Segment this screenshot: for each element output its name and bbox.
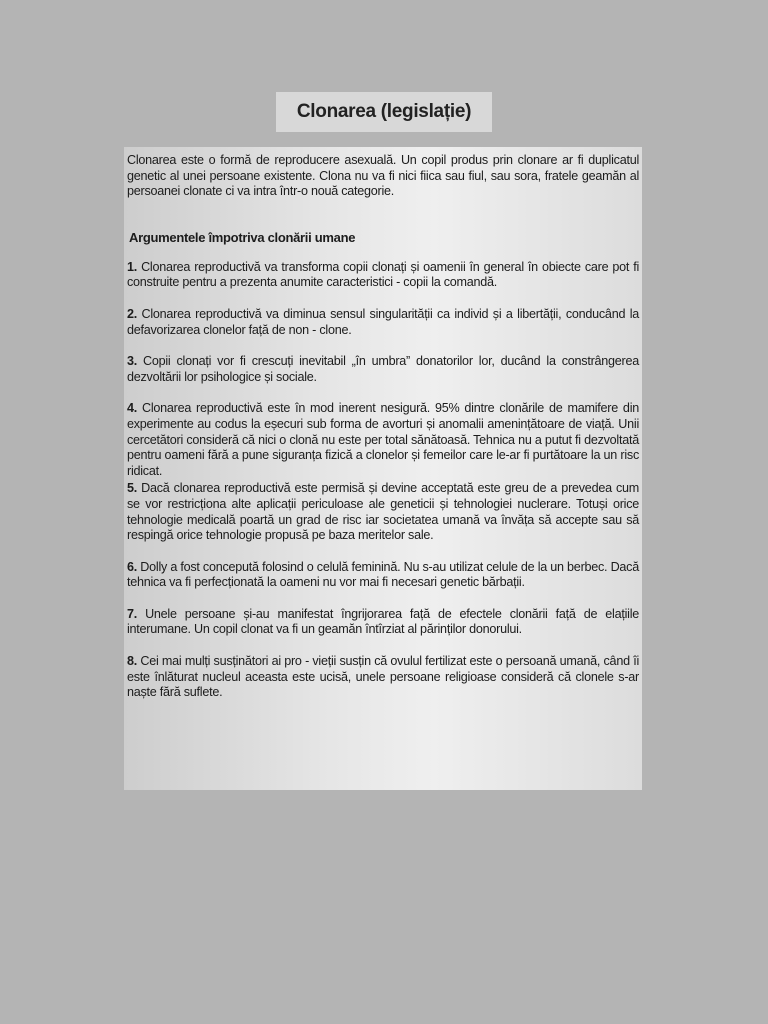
document-page — [124, 147, 642, 790]
argument-number: 2. — [127, 306, 138, 321]
argument-number: 8. — [127, 654, 138, 669]
document-title: Clonarea (legislație) — [296, 101, 472, 122]
argument-text: Clonarea reproductivă va transforma copii clonați și oamenii în general în obiecte care pot fi construite pentru a prezenta anumite caracteristici - copii la comandă. — [127, 259, 639, 290]
argument-text: Clonarea reproductivă va diminua sensul singularității ca individ și a libertății, conducând la defavorizarea clonelor față de non - clone. — [127, 306, 640, 337]
argument-number: 3. — [127, 354, 138, 369]
argument-number: 5. — [127, 481, 138, 496]
intro-paragraph: Clonarea este o formă de reproducere asexuală. Un copil produs prin clonare ar fi duplicatul genetic al unei persoane existente. Clona nu va fi nici fiica sau fiul, sau sora, fratele geamăn al persoanei clonate ci va intra într-o nouă categorie. — [127, 153, 639, 199]
argument-item — [127, 401, 639, 479]
argument-text: Unele persoane și-au manifestat îngrijorarea față de efectele clonării față de elațiile interumane. Un copil clonat va fi un geamăn întîrziat al părinților donorului. — [127, 606, 639, 637]
argument-text: Copii clonați vor fi crescuți inevitabil „în umbra” donatorilor lor, ducând la constrângerea dezvoltării lor psihologice și sociale. — [127, 354, 639, 384]
title-box — [276, 92, 492, 132]
argument-number: 6. — [127, 559, 138, 574]
argument-item — [127, 260, 639, 291]
argument-text: Dacă clonarea reproductivă este permisă și devine acceptată este greu de a prevedea cum se vor restricționa alte aplicații periculoase ale geneticii și tehnologiei nuclerare. Totuși orice tehnologie medicală poartă un grad de risc iar societatea umană va învăța să accepte sau să respingă orice tehnologie propusă pe baza meritelor sale. — [127, 481, 639, 543]
argument-item — [127, 354, 639, 385]
argument-item — [127, 560, 639, 591]
argument-number: 1. — [127, 259, 138, 274]
argument-item — [127, 307, 639, 338]
argument-item — [127, 654, 639, 701]
argument-text: Clonarea reproductivă este în mod inerent nesigură. 95% dintre clonările de mamifere din experimente au codus la eșecuri sub forma de avorturi și anomalii amenințătoare de viață. Unii cercetători consideră că nici o clonă nu este per total sănătoasă. Tehnica nu a putut fi dezvoltată pentru oameni fără a pune siguranța fizică a clonelor și femeilor care le-ar fi purtătoare la un risc ridicat. — [127, 401, 639, 478]
section-title: Argumentele împotriva clonării umane — [129, 229, 356, 245]
argument-text: Cei mai mulți susținători ai pro - vieții susțin că ovulul fertilizat este o persoană umană, când îi este înlăturat nucleul aceasta este ucisă, unele persoane religioase consideră că clonele s-ar naște fără suflete. — [127, 654, 639, 700]
argument-text: Dolly a fost concepută folosind o celulă feminină. Nu s-au utilizat celule de la un berbec. Dacă tehnica va fi perfecționată la oameni nu vor mai fi necesari genetic bărbații. — [127, 559, 639, 590]
argument-item — [127, 481, 639, 543]
argument-item — [127, 607, 639, 638]
argument-number: 7. — [127, 606, 138, 621]
argument-number: 4. — [127, 401, 138, 416]
